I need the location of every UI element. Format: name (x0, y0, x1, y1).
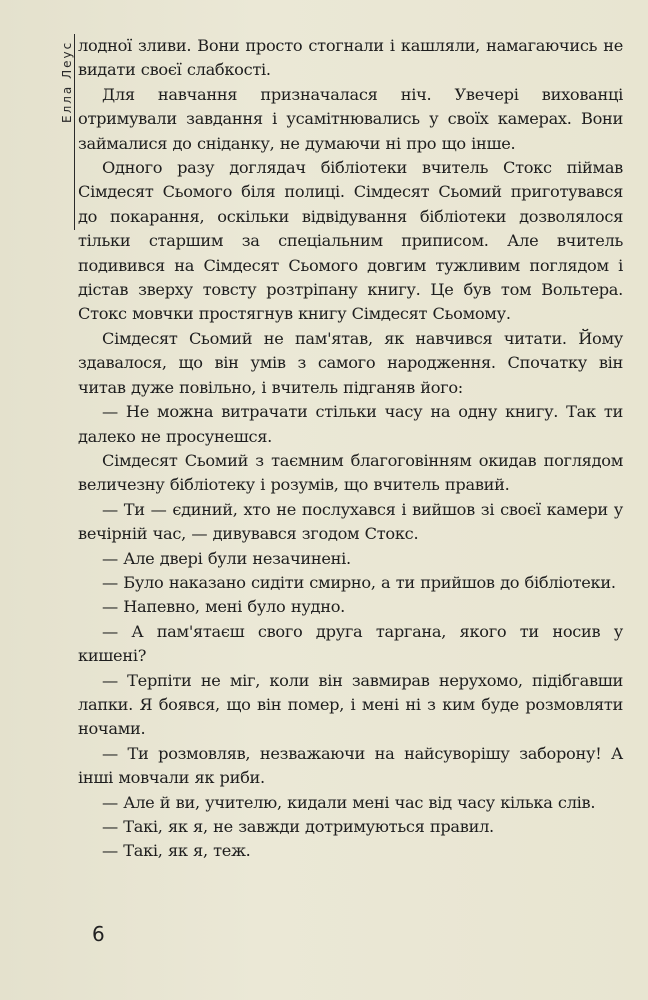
dialogue-line: — Але й ви, учителю, кидали мені час від часу кілька слів. (102, 792, 596, 812)
dialogue-line: — Напевно, мені було нудно. (102, 597, 345, 617)
paragraph: Для навчання призначалася ніч. Увечері вихованці отримували завдання і усамітнювались у своїх камерах. Вони займалися до сніданку, не думаючи ні про що інше. (78, 84, 623, 153)
dialogue-line: — Ти — єдиний, хто не послухався і вийшов зі своєї камери у вечірній час, — дивувався згодом Стокс. (78, 499, 623, 544)
paragraph-continuation: лодної зливи. Вони просто стогнали і кашляли, намагаючись не видати своєї слабкості. (78, 36, 623, 80)
page-number: 6 (92, 922, 105, 946)
running-head (54, 34, 75, 230)
paragraph: Сімдесят Сьомий з таємним благоговінням окидав поглядом величезну бібліотеку і розумів, що вчитель правий. (78, 450, 623, 495)
dialogue-line: — Ти розмовляв, незважаючи на найсуворішу заборону! А інші мовчали як риби. (78, 743, 623, 788)
dialogue-line: — Було наказано сидіти смирно, а ти прийшов до бібліотеки. (102, 572, 616, 592)
dialogue-line: — Такі, як я, теж. (102, 841, 251, 861)
paragraph: Сімдесят Сьомий не пам'ятав, як навчився читати. Йому здавалося, що він умів з самого народження. Спочатку він читав дуже повільно, і вчитель підганяв його: (78, 328, 623, 397)
author-name: Елла Леус (60, 40, 74, 124)
dialogue-line: — Але двері були незачинені. (102, 548, 351, 568)
dialogue-line: — Не можна витрачати стільки часу на одну книгу. Так ти далеко не просунешся. (78, 402, 623, 446)
body-text (78, 34, 623, 864)
paragraph: Одного разу доглядач бібліотеки вчитель Стокс піймав Сімдесят Сьомого біля полиці. Сімдесят Сьомий приготувався до покарання, оскільки відвідування бібліотеки дозволялося тільки старшим за спеціальним приписом. Але вчитель подивився на Сімдесят Сьомого довгим тужливим поглядом і дістав зверху товсту розтріпану книгу. Це був том Вольтера. Стокс мовчки простягнув книгу Сімдесят Сьомому. (78, 158, 623, 324)
dialogue-line: — Терпіти не міг, коли він завмирав нерухомо, підібгавши лапки. Я боявся, що він помер, і мені ні з ким буде розмовляти ночами. (78, 670, 623, 739)
dialogue-line: — А пам'ятаєш свого друга таргана, якого ти носив у кишені? (78, 621, 623, 666)
dialogue-line: — Такі, як я, не завжди дотримуються правил. (102, 817, 494, 836)
